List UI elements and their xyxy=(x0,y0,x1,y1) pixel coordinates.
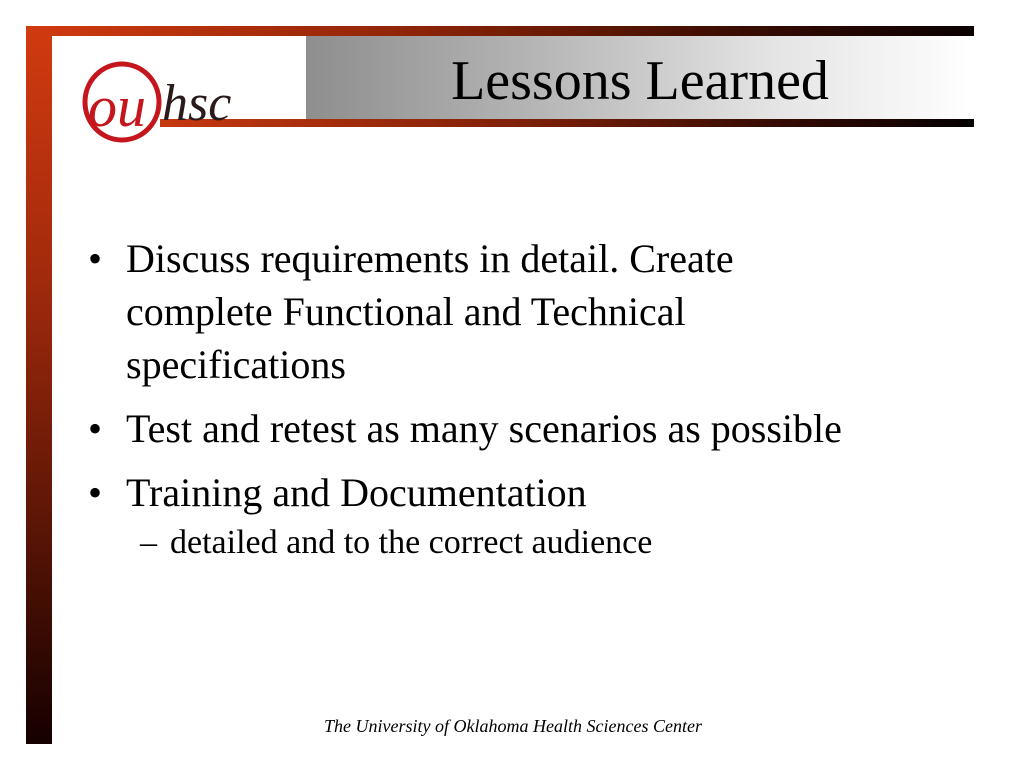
sub-bullet-marker: – xyxy=(140,524,157,561)
bullet-item xyxy=(88,232,848,391)
owhsc-logo xyxy=(80,58,260,153)
logo-ou-text: ou xyxy=(88,74,146,139)
bullet-text: Test and retest as many scenarios as possible xyxy=(126,406,842,451)
slide-title: Lessons Learned xyxy=(451,50,829,112)
bullet-text: Discuss requirements in detail. Create complete Functional and Technical specifications xyxy=(126,236,734,387)
left-accent-bar xyxy=(26,26,52,744)
bullet-item xyxy=(88,466,848,519)
sub-bullet-item xyxy=(110,521,848,565)
bullet-marker: • xyxy=(88,236,103,281)
logo-hsc-text: hsc xyxy=(162,75,232,132)
top-accent-bar xyxy=(26,26,974,36)
bullet-list xyxy=(88,232,848,565)
bullet-text: Training and Documentation xyxy=(126,470,587,515)
bullet-marker: • xyxy=(88,470,103,515)
bullet-item xyxy=(88,402,848,455)
bullet-marker: • xyxy=(88,406,103,451)
sub-bullet-text: detailed and to the correct audience xyxy=(170,524,653,561)
footer-text: The University of Oklahoma Health Sciences Center xyxy=(324,716,702,736)
